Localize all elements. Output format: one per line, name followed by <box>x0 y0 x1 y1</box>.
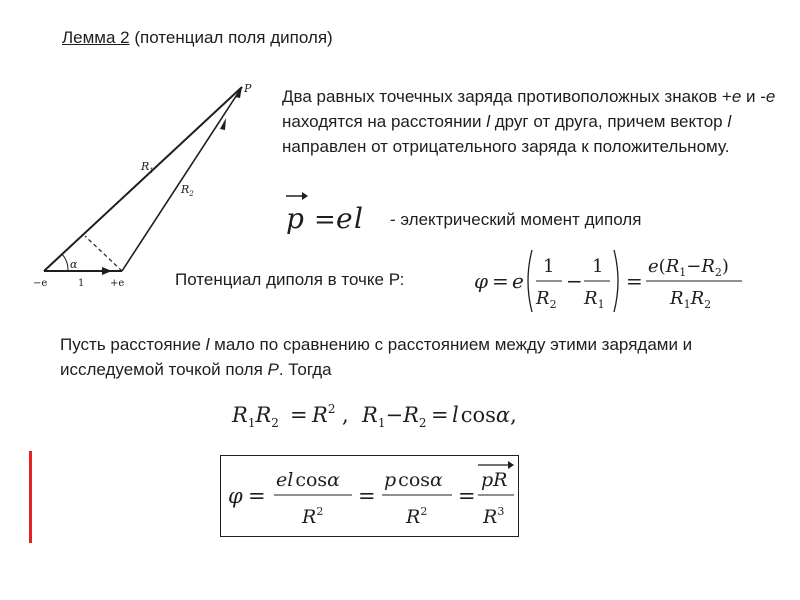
numerator-difference: $e(R_1-R_2)$ <box>648 256 729 279</box>
equals-sign: = <box>314 205 336 235</box>
alpha-arc <box>62 254 68 271</box>
minus-sign: − <box>566 269 583 293</box>
r1-line <box>44 87 242 271</box>
denominator-r1: $R_1$ <box>584 288 605 311</box>
denominator-r2: $R_2$ <box>536 288 557 311</box>
separator-comma: , <box>342 403 349 427</box>
length-symbol: l <box>354 202 363 235</box>
equals-sign-2: = <box>431 403 449 427</box>
r2-label: $R_2$ <box>181 183 194 198</box>
potential-formula <box>470 244 750 316</box>
point-p-label: P <box>244 82 252 95</box>
left-paren <box>528 250 532 312</box>
difference-r1-r2: $R_1-R_2$ <box>362 403 427 430</box>
equals-sign: = <box>248 484 266 508</box>
l-cos-alpha: lcosα, <box>452 403 517 427</box>
r1-label: $R_1$ <box>141 160 154 175</box>
equals-sign: = <box>492 269 509 293</box>
result-formula <box>220 455 520 537</box>
dipole-length-label: 1 <box>78 278 85 289</box>
vector-arrowhead <box>302 192 308 200</box>
denominator-r-cubed: $R^3$ <box>483 505 505 528</box>
numerator-p-dot-r: pR <box>481 469 508 491</box>
r-squared: $R^2$ <box>312 402 336 427</box>
moment-symbol: p <box>286 202 304 235</box>
approximation-condition: Пусть расстояние l мало по сравнению с расстоянием между этими зарядами и исследуемой точкой поля P. Тогда <box>60 335 693 379</box>
negative-charge-label: −e <box>33 278 48 289</box>
numerator-el-cos: el cosα <box>276 469 341 491</box>
lemma-number: Лемма 2 <box>62 28 130 47</box>
projection-dashed-line <box>85 236 122 271</box>
alpha-label: α <box>70 258 78 271</box>
numerator-one-a: 1 <box>543 256 555 277</box>
r2-line <box>122 87 242 271</box>
numerator-one-b: 1 <box>592 256 604 277</box>
phi-symbol: φ <box>228 484 243 508</box>
denominator-r-squared-b: $R^2$ <box>406 505 428 528</box>
lemma-subtitle: (потенциал поля диполя) <box>129 28 333 47</box>
axis-arrowhead <box>102 267 112 275</box>
denominator-r-squared-a: $R^2$ <box>302 505 324 528</box>
product-r1-r2: $R_1R_2$ <box>232 403 279 430</box>
equals-sign: = <box>290 403 308 427</box>
vector-arrowhead <box>508 461 514 469</box>
positive-charge-label: +e <box>110 278 125 289</box>
charge-symbol: e <box>336 202 353 235</box>
numerator-p-cos: p cosα <box>384 469 443 491</box>
dipole-description: Два равных точечных заряда противоположных знаков +е и -е находятся на расстоянии l друг от друга, причем вектор l направлен от отрицательного заряда к положительному. <box>282 87 776 156</box>
equals-sign-3: = <box>458 484 476 508</box>
potential-label: Потенциал диполя в точке Р: <box>175 270 405 289</box>
red-accent-bar <box>29 451 32 543</box>
dipole-moment-formula <box>282 188 382 238</box>
charge-symbol: e <box>512 269 524 293</box>
phi-symbol: φ <box>474 269 489 293</box>
moment-description: - электрический момент диполя <box>390 210 642 229</box>
dipole-diagram <box>30 78 270 293</box>
approximation-formula <box>228 394 538 436</box>
equals-sign-2: = <box>358 484 376 508</box>
right-paren <box>614 250 618 312</box>
equals-sign-2: = <box>626 269 643 293</box>
lemma-title <box>62 28 333 48</box>
denominator-product: $R_1R_2$ <box>670 288 712 311</box>
